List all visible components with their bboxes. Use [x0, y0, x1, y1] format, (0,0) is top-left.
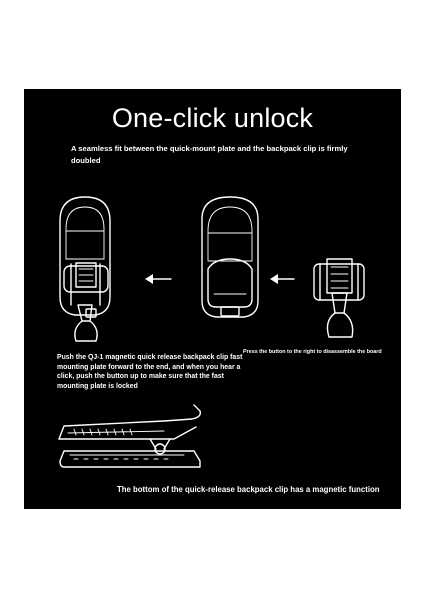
caption-lock-instruction: Push the QJ-1 magnetic quick release backpack clip fast mounting plate forward to the end, and when you hear a click, push the button up to make sure that the fast mounting plate is locked	[57, 354, 243, 390]
assembled-clip-illustration	[60, 197, 110, 341]
banner-title: One-click unlock	[111, 103, 314, 133]
arrow-left-icon	[145, 274, 171, 284]
clip-side-view-illustration	[59, 405, 200, 467]
arrow-left-icon	[270, 274, 294, 284]
caption-disassemble-instruction: Press the button to the right to disassemble the board	[243, 349, 382, 355]
mount-plate-illustration	[314, 259, 364, 337]
caption-magnetic-function: The bottom of the quick-release backpack clip has a magnetic function	[117, 485, 380, 494]
clip-plate-illustration	[202, 197, 258, 317]
product-banner	[24, 89, 401, 509]
banner-subtitle: A seamless fit between the quick-mount plate and the backpack clip is firmly doubled	[71, 144, 348, 165]
illustration-layer	[24, 89, 401, 509]
